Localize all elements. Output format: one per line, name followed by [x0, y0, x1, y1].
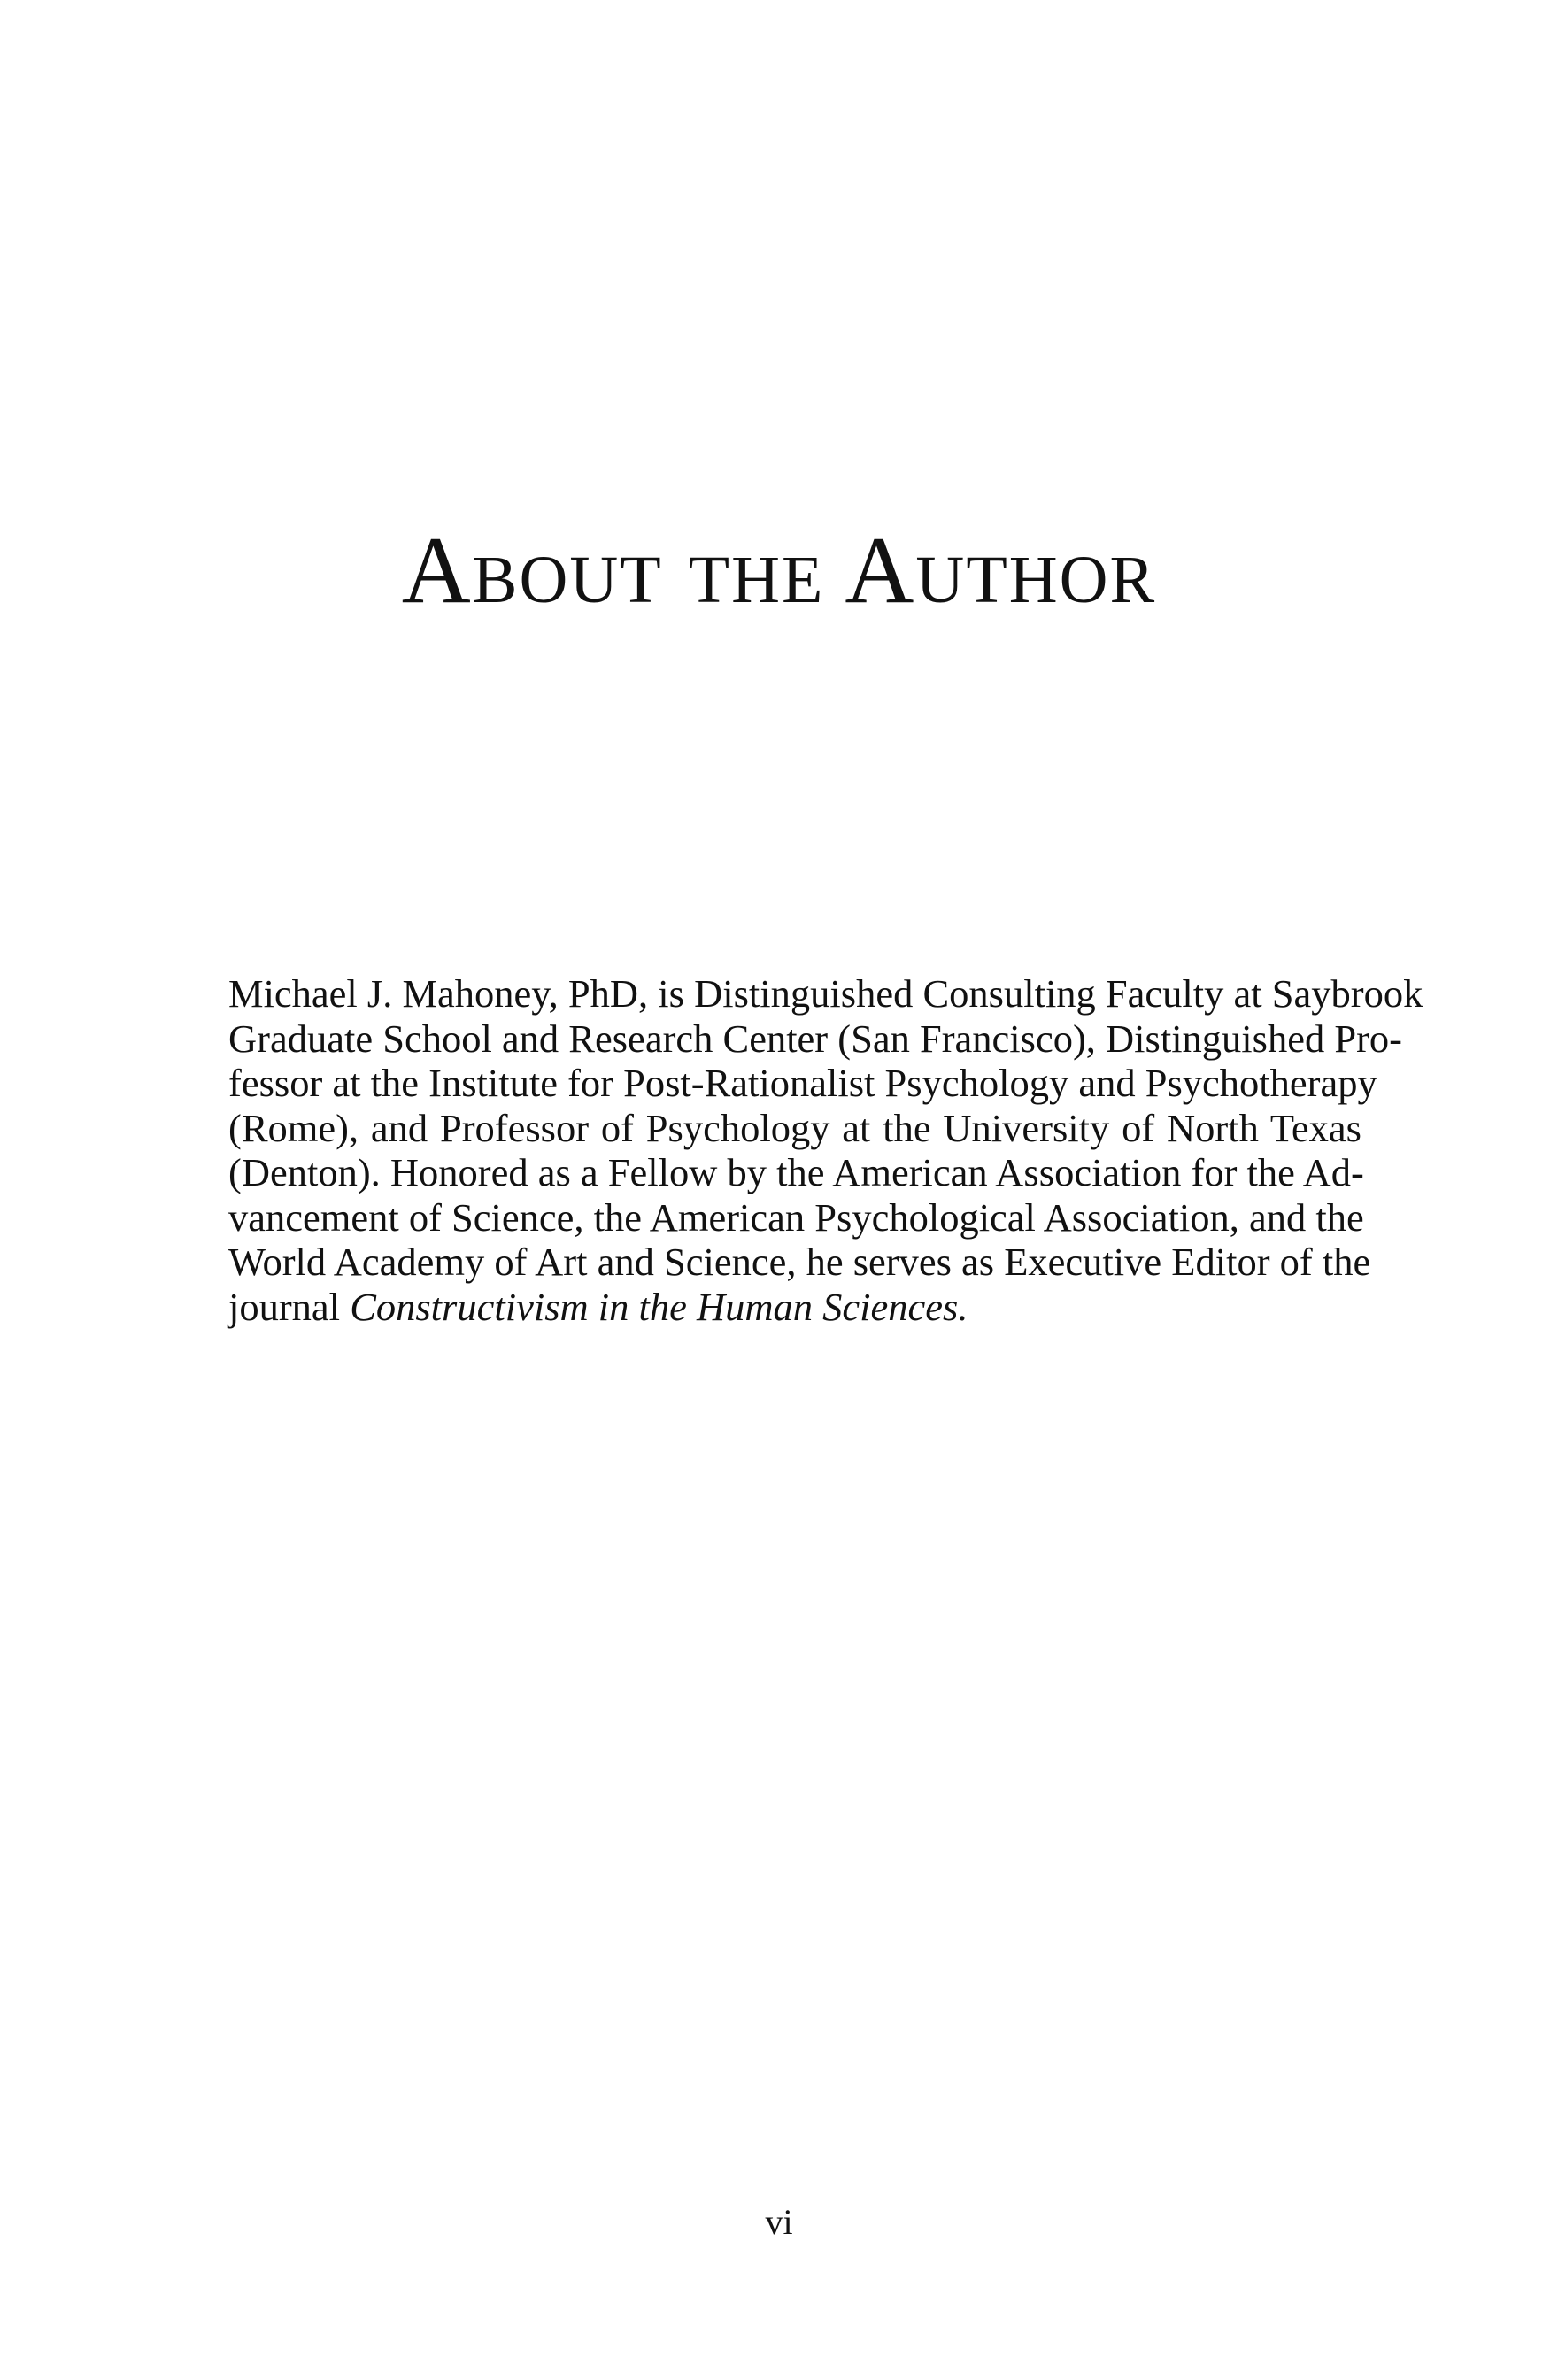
bio-line: fessor at the Institute for Post-Rationalist Psychology and Psychotherapy	[228, 1061, 1377, 1105]
bio-line-prefix: journal	[228, 1284, 351, 1329]
bio-line: Graduate School and Research Center (San Francisco), Distinguished Pro-	[228, 1016, 1403, 1061]
author-bio-paragraph	[228, 971, 1423, 1329]
bio-line: vancement of Science, the American Psychological Association, and the	[228, 1194, 1364, 1240]
page-title: About the Author	[401, 518, 1157, 623]
bio-line-last	[228, 1285, 1361, 1330]
bio-line: (Denton). Honored as a Fellow by the American Association for the Ad-	[228, 1150, 1364, 1194]
journal-title: Constructivism in the Human Sciences.	[350, 1284, 968, 1329]
page-number: vi	[765, 2202, 793, 2242]
bio-line: (Rome), and Professor of Psychology at the University of North Texas	[228, 1105, 1361, 1150]
bio-line: World Academy of Art and Science, he serves as Executive Editor of the	[228, 1240, 1371, 1284]
bio-line: Michael J. Mahoney, PhD, is Distinguished Consulting Faculty at Saybrook	[228, 971, 1423, 1016]
